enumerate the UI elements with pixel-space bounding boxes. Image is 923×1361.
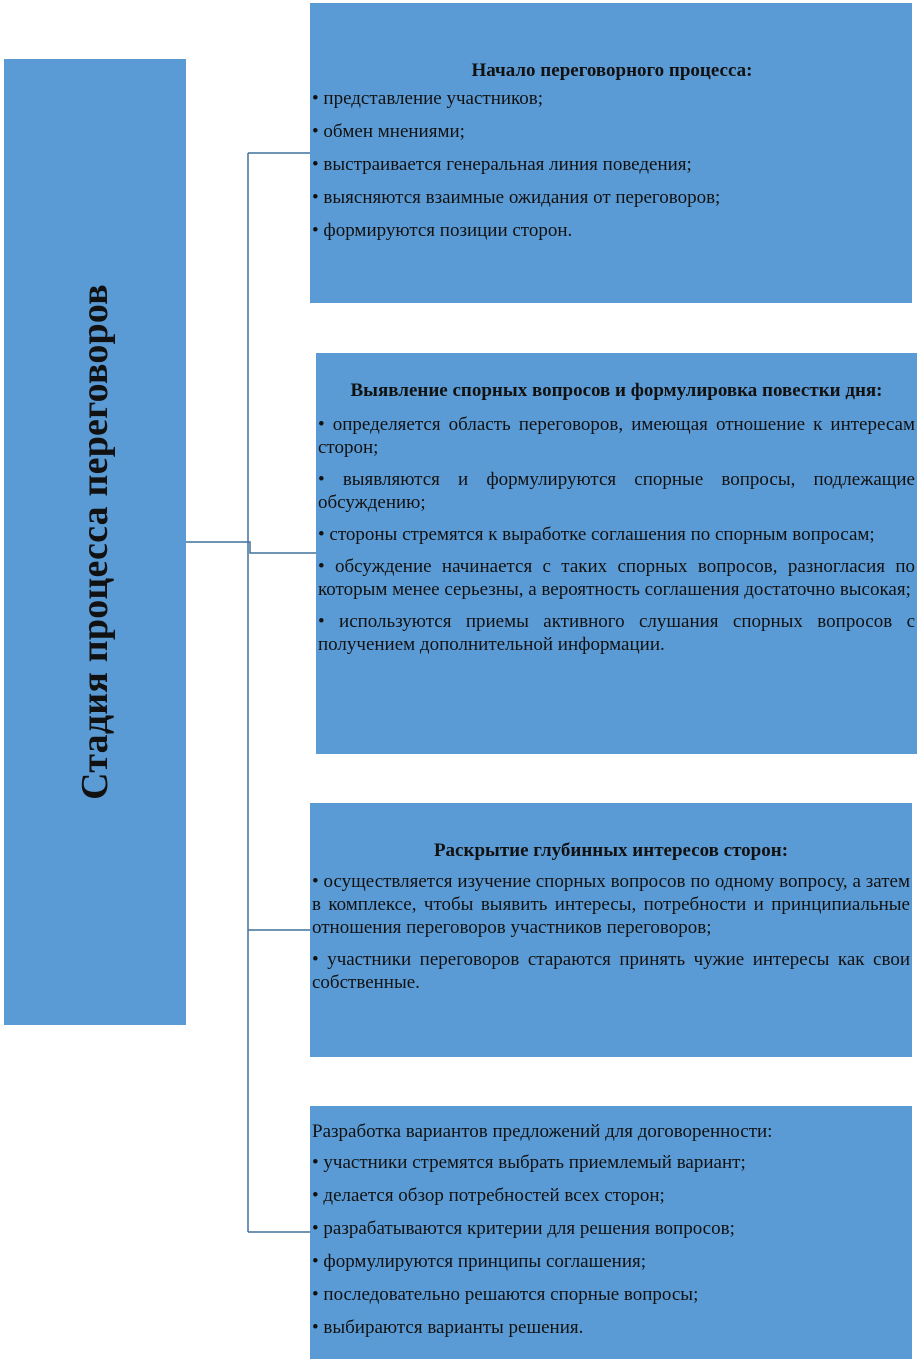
process-title-box [4,59,186,1025]
list-item: • последовательно решаются спорные вопросы; [312,1283,912,1307]
stage-item-list [318,413,915,656]
stage-box-agenda [316,353,917,754]
stage-title: Начало переговорного процесса: [471,60,753,81]
list-item: • выясняются взаимные ожидания от переговоров; [312,186,912,210]
list-item: • определяется область переговоров, имеющая отношение к интересам сторон; [318,413,915,459]
list-item: • представление участников; [312,87,912,111]
list-item: • обмен мнениями; [312,120,912,144]
stage-item-list [312,870,910,994]
list-item: • разрабатываются критерии для решения вопросов; [312,1217,912,1241]
list-item: • обсуждение начинается с таких спорных вопросов, разногласия по которым менее серьезны, а вероятность соглашения достаточно высокая; [318,555,915,601]
stage-box-interests [310,803,912,1057]
connector-branch-2 [248,542,316,553]
stage-title: Раскрытие глубинных интересов сторон: [433,840,789,861]
stage-title: Выявление спорных вопросов и формулировка повестки дня: [350,380,883,401]
list-item: • выбираются варианты решения. [312,1316,912,1340]
stage-title: Разработка вариантов предложений для договоренности: [312,1121,773,1142]
list-item: • участники переговоров стараются принять чужие интересы как свои собственные. [312,948,910,994]
list-item: • выявляются и формулируются спорные вопросы, подлежащие обсуждению; [318,468,915,514]
stage-box-options [310,1106,912,1359]
stage-item-list [312,87,912,243]
list-item: • стороны стремятся к выработке соглашения по спорным вопросам; [318,523,915,546]
list-item: • выстраивается генеральная линия поведения; [312,153,912,177]
list-item: • формируются позиции сторон. [312,219,912,243]
process-title: Стадия процесса переговоров [74,284,116,800]
stage-item-list [312,1151,912,1340]
stage-box-opening [310,3,912,303]
list-item: • делается обзор потребностей всех сторон; [312,1184,912,1208]
list-item: • осуществляется изучение спорных вопросов по одному вопросу, а затем в комплексе, чтобы выявить интересы, потребности и принципиальные отношения переговоров участников переговоров; [312,870,910,939]
list-item: • формулируются принципы соглашения; [312,1250,912,1274]
list-item: • участники стремятся выбрать приемлемый вариант; [312,1151,912,1175]
list-item: • используются приемы активного слушания спорных вопросов с получением дополнительной информации. [318,610,915,656]
